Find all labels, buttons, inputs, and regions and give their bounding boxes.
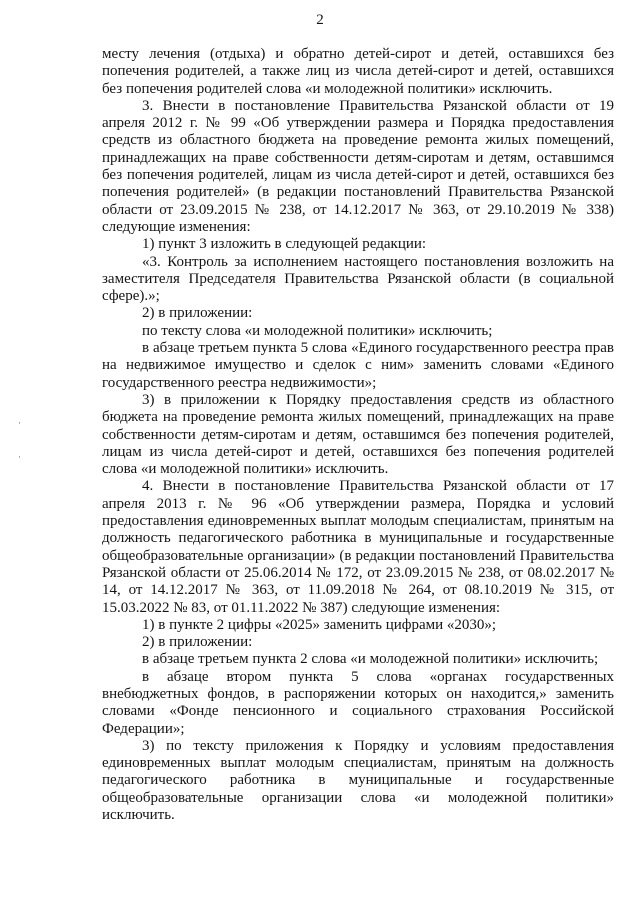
paragraph-subitem: 3) в приложении к Порядку предоставления средств из областного бюджета на проведение ремонта жилых помещений, принадлежащих на праве собственности детям-сиротам и детям, оставшимся без попечения родителей, лицам из числа детей-сирот и детей, оставшихся без попечения родителей слова «и молодежной политики» исключить. <box>102 391 614 478</box>
paragraph-text: в абзаце третьем пункта 2 слова «и молодежной политики» исключить; <box>142 651 599 668</box>
paragraph-text: в абзаце третьем пункта 5 слова «Единого государственного реестра прав на недвижимое имущество и сделок с ним» заменить словами «Единого государственного реестра недвижимости»; <box>102 340 614 391</box>
paragraph-subitem: 1) пункт 3 изложить в следующей редакции: <box>142 236 427 253</box>
margin-dot: · <box>18 452 21 462</box>
paragraph-text: в абзаце втором пункта 5 слова «органах государственных внебюджетных фондов, в распоряжении которых он находится,» заменить словами «Фонде пенсионного и социального страхования Российской Федерации»; <box>102 668 614 737</box>
document-body <box>102 46 614 824</box>
margin-dot: · <box>18 418 21 428</box>
paragraph-subitem: 2) в приложении: <box>142 305 253 322</box>
paragraph-item-4: 4. Внести в постановление Правительства Рязанской области от 17 апреля 2013 г. № 96 «Об утверждении размера, Порядка и условий предоставления единовременных выплат молодым специалистам, принятым на должность педагогического работника в муниципальные и государственные общеобразовательные организации» (в редакции постановлений Правительства Рязанской области от 25.06.2014 № 172, от 23.09.2015 № 238, от 08.02.2017 № 14, от 14.12.2017 № 363, от 11.09.2018 № 264, от 08.10.2019 № 315, от 15.03.2022 № 83, от 01.11.2022 № 387) следующие изменения: <box>102 478 614 616</box>
paragraph-subitem: 3) по тексту приложения к Порядку и условиям предоставления единовременных выплат молодым специалистам, принятым на должность педагогического работника в муниципальные и государственные общеобразовательные организации слова «и молодежной политики» исключить. <box>102 737 614 824</box>
page-number: 2 <box>316 12 324 28</box>
paragraph-continuation: месту лечения (отдыха) и обратно детей-сирот и детей, оставшихся без попечения родителей, а также лиц из числа детей-сирот и детей, оставшихся без попечения родителей слова «и молодежной политики» исключить. <box>102 46 614 97</box>
paragraph-quote: «3. Контроль за исполнением настоящего постановления возложить на заместителя Председателя Правительства Рязанской области (в социальной сфере).»; <box>102 253 614 305</box>
paragraph-text: по тексту слова «и молодежной политики» исключить; <box>142 322 493 339</box>
paragraph-item-3: 3. Внести в постановление Правительства Рязанской области от 19 апреля 2012 г. № 99 «Об утверждении размера и Порядка предоставления средств из областного бюджета на проведение ремонта жилых помещений, принадлежащих на праве собственности детям-сиротам и детям, оставшимся без попечения родителей, лицам из числа детей-сирот и детей, оставшихся без попечения родителей» (в редакции постановлений Правительства Рязанской области от 23.09.2015 № 238, от 14.12.2017 № 363, от 29.10.2019 № 338) следующие изменения: <box>102 97 614 235</box>
paragraph-subitem: 1) в пункте 2 цифры «2025» заменить цифрами «2030»; <box>142 616 497 633</box>
paragraph-subitem: 2) в приложении: <box>142 634 253 651</box>
